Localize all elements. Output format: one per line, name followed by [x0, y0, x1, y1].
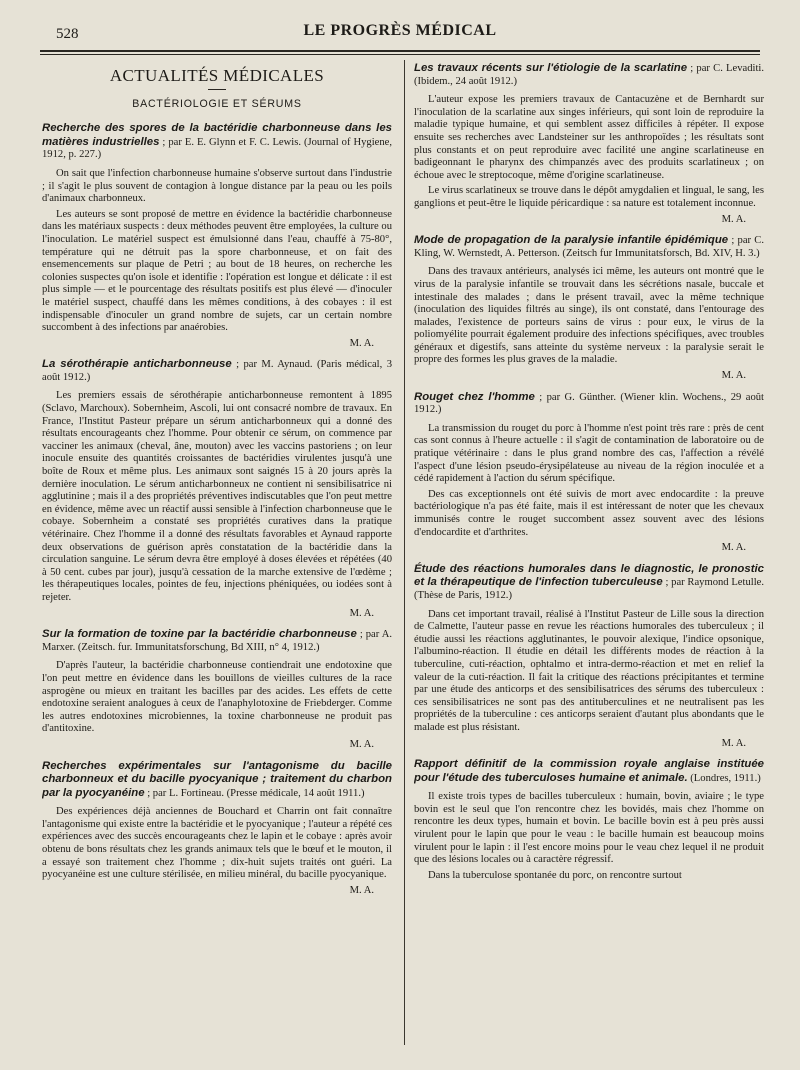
- column-divider: [404, 60, 405, 1045]
- article-heading: [414, 391, 764, 417]
- article-reference: ; par M. Aynaud. (Paris médical, 3 août 1912.): [42, 359, 392, 383]
- article-title: Mode de propagation de la paralysie infantile épidémique: [414, 234, 729, 247]
- author-signature: M. A.: [721, 213, 746, 225]
- article-body: [414, 94, 764, 210]
- article-heading: [414, 62, 764, 88]
- article: [414, 563, 764, 750]
- article-title: La sérothérapie anticharbonneuse: [42, 358, 232, 371]
- title-dash: [208, 89, 226, 90]
- article-title: Sur la formation de toxine par la bactéridie charbonneuse: [42, 628, 357, 641]
- article-heading: [414, 758, 764, 785]
- left-column: [42, 62, 392, 1047]
- article: [414, 391, 764, 555]
- article-title: Étude des réactions humorales dans le diagnostic, le pronostic et la thérapeutique de l'infection tuberculeuse: [414, 562, 764, 589]
- article-body: [414, 791, 764, 882]
- paragraph: Dans des travaux antérieurs, analysés ici même, les auteurs ont montré que le virus de la paralysie infantile se trouvait dans les sécrétions nasale, buccale et intestinale des malades ; dans le présent travail, avec la même technique (inoculation des liquides filtrés au singe), ils ont constaté, dans l'entourage des malades, l'existence de porteurs sains de virus : pour eux, le virus de la poliomyélite pourrait également produire des infections spécifiques, avec troubles généraux et digestifs, sans atteinte du système nerveux : la paralysie serait le propre des formes les plus graves de la maladie.: [414, 266, 764, 366]
- author-signature: M. A.: [349, 884, 374, 896]
- author-signature: M. A.: [349, 607, 374, 619]
- article: [42, 628, 392, 751]
- article-title: Les travaux récents sur l'étiologie de la scarlatine: [414, 62, 688, 74]
- paragraph: Dans cet important travail, réalisé à l'Institut Pasteur de Lille sous la direction de Calmette, l'auteur passe en revue les réactions humorales des tuberculeux ; il étudie aussi les réactions agglutinantes, le pouvoir alexique, l'indice opsonique, l'albumino-réaction. Il étudie en détail les différents modes de réaction à la tuberculine, cuti-réaction, ophtalmo et intra-dermo-réaction et met en relief la valeur de la cuti-réaction. Il fait la critique des réactions précipitantes et termine par une étude des anticorps et des sensibilisatrices des sérums des tuberculeux : ces sensibilisatrices ne sont pas des antituberculines et ne neutralisent pas les propriétés de la tuberculine : ces anticorps seraient d'autant plus abondants que le malade est plus résistant.: [414, 608, 764, 733]
- article-heading: [42, 760, 392, 801]
- paragraph: Les auteurs se sont proposé de mettre en évidence la bactéridie charbonneuse dans les matériaux suspects : deux méthodes peuvent être employées, la culture ou l'inoculation. Le matériel suspect est émulsionné dans l'eau, chauffé à 75-80°, température qui ne détruit pas la spore charbonneuse, et on fait des ensemencements sur plaque de Petri ; au bout de 18 heures, on recherche les colonies suspectes qu'on isole et identifie : l'opération est longue et délicate : il est plus simple — et le pourcentage des résultats positifs est plus élevé — d'inoculer le matériel suspect, chauffé dans les mêmes conditions, à des cobayes : il est indispensable d'inoculer un grand nombre de sujets, car un certain nombre succombent à des infections par anaérobies.: [42, 208, 392, 334]
- author-signature: M. A.: [721, 370, 746, 382]
- article-body: [42, 168, 392, 335]
- paragraph: On sait que l'infection charbonneuse humaine s'observe surtout dans l'industrie ; il s'agit le plus souvent de contagion à longue distance par la peau ou les poils d'animaux charbonneux.: [42, 167, 392, 205]
- article-reference: ; par E. E. Glynn et F. C. Lewis. (Journal of Hygiene, 1912, p. 227.): [42, 136, 392, 161]
- article-body: [414, 423, 764, 539]
- paragraph: Il existe trois types de bacilles tuberculeux : humain, bovin, aviaire ; le type bovin est le seul que l'on rencontre chez les bovidés, mais chez l'homme on rencontre les deux types, humain et bovin. Le bacille bovin est à peu près aussi virulent pour le lapin que pour le veau : le bacille humain est beaucoup moins virulent pour le lapin : il l'est encore moins pour le veau chez lequel il ne produit que des lésions locales ou à caractère régressif.: [414, 791, 764, 866]
- paragraph: Des cas exceptionnels ont été suivis de mort avec endocardite : la preuve bactériologique n'a pas été faite, mais il est intéressant de noter que les chevaux immunisés contre le rouget succombent assez souvent avec des lésions d'endocardite et d'arthrites.: [414, 488, 764, 538]
- subsection-title: BACTÉRIOLOGIE ET SÉRUMS: [132, 97, 302, 110]
- article-reference: ; par L. Fortineau. (Presse médicale, 14 août 1911.): [144, 787, 365, 799]
- article-reference: (Londres, 1911.): [687, 772, 761, 784]
- article: [414, 62, 764, 226]
- article: [414, 758, 764, 882]
- article-heading: [414, 234, 764, 260]
- paragraph: Les premiers essais de sérothérapie anticharbonneuse remontent à 1895 (Sclavo, Marchoux). Sobernheim, Ascoli, lui ont consacré nombre de travaux. En France, l'Institut Pasteur prépare un sérum anticharbonneux qui a donné des résultats encourageants chez l'homme. Pour obtenir ce sérum, on commence par vacciner les animaux (cheval, âne, mouton) avec les vaccins pastoriens ; on leur inocule ensuite des quantités croissantes de bactéridies virulentes jusqu'à une boîte de Roux et même plus. Les animaux sont saignés 15 à 20 jours après la dernière inoculation. Le sérum anticharbonneux ne contient ni sensibilisatrice ni agglutinine ; mais il a des propriétés préventives indiscutables que l'on peut mettre en évidence, même avec un réactif aussi sensible à l'infection charbonneuse que le cobaye. Sobernheim a constaté ses propriétés curatives dans la pratique vétérinaire. Chez l'homme il a donné des résultats favorables et Aynaud rapporte deux observations de guérison après constatation de la bactéridie dans la circulation sanguine. Le sérum devra être employé à doses élevées et répétées (40 à 50 cent. cubes par jour), jusqu'à cessation de la marche extensive de l'œdème ; les thérapeutiques locales, pointes de feu, injections phéniquées, ou iodées sont à rejeter.: [42, 390, 392, 603]
- article-body: [42, 806, 392, 882]
- paragraph: La transmission du rouget du porc à l'homme n'est point très rare : près de cent cas sont connus à l'heure actuelle : il s'agit de contamination de laboratoire ou de pratique vétérinaire : dans le plus grand nombre des cas, l'affection a révélé l'aspect d'une lésion pseudo-érysipélateuse au niveau de la région inoculée et a cédé rapidement à l'action du sérum spécifique.: [414, 422, 764, 485]
- article: [42, 760, 392, 898]
- article-reference: ; par G. Günther. (Wiener klin. Wochens., 29 août 1912.): [414, 391, 764, 416]
- article-heading: [42, 122, 392, 162]
- section-title: ACTUALITÉS MÉDICALES: [109, 66, 325, 85]
- article: [42, 358, 392, 620]
- article-reference: ; par Raymond Letulle. (Thèse de Paris, 1912.): [414, 577, 764, 601]
- article: [42, 122, 392, 350]
- article-title: Rapport définitif de la commission royale anglaise instituée pour l'étude des tuberculoses humaine et animale.: [414, 758, 764, 784]
- article-title: Rouget chez l'homme: [414, 390, 535, 403]
- page-header: [40, 20, 760, 50]
- article-body: [42, 660, 392, 736]
- article-title: Recherche des spores de la bactéridie charbonneuse dans les matières industrielles: [42, 122, 392, 148]
- author-signature: M. A.: [721, 542, 746, 554]
- article-heading: [42, 358, 392, 384]
- article: [414, 234, 764, 383]
- article-body: [414, 609, 764, 735]
- header-rule: [40, 50, 760, 52]
- author-signature: M. A.: [349, 337, 374, 349]
- running-title: LE PROGRÈS MÉDICAL: [303, 22, 497, 39]
- paragraph: D'après l'auteur, la bactéridie charbonneuse contiendrait une endotoxine que l'on peut mettre en évidence dans les bouillons de vieilles cultures de la race asprogène ou mieux en traitant les bacilles par des acides. Les effets de cette endotoxine seraient analogues à ceux de l'anaphylotoxine de Friebderger. Comme les autres endotoxines microbiennes, la toxine charbonneuse ne produit pas d'antitoxine.: [42, 660, 392, 735]
- page-number: 528: [56, 26, 79, 42]
- paragraph: Dans la tuberculose spontanée du porc, on rencontre surtout: [428, 869, 682, 881]
- article-body: [414, 266, 764, 367]
- article-heading: [42, 628, 392, 654]
- article-body: [42, 390, 392, 604]
- header-rule-thin: [40, 54, 760, 55]
- article-title: Recherches expérimentales sur l'antagonisme du bacille charbonneux et du bacille pyocyanique ; traitement du charbon par la pyocyanéine: [42, 759, 392, 799]
- author-signature: M. A.: [349, 738, 374, 750]
- author-signature: M. A.: [721, 737, 746, 749]
- paragraph: Des expériences déjà anciennes de Bouchard et Charrin ont fait connaître l'antagonisme qui existe entre la bactéridie et le pyocyanique ; l'auteur a répété ces expériences avec des succès encourageants chez le lapin et le cobaye : après avoir obtenu de bons résultats chez les grands animaux tels que le bœuf et le mouton, il a essayé son traitement chez l'homme ; dix-huit sujets traités ont guéri. La pyocyanéine est une culture stérilisée, en milieu minéral, du bacille pyocyanique.: [42, 806, 392, 881]
- article-heading: [414, 563, 764, 603]
- article-reference: ; par C. Kling, W. Wernstedt, A. Petterson. (Zeitsch fur Immunitatsforsch, Bd. XIV, H. 3.): [414, 235, 764, 259]
- paragraph: L'auteur expose les premiers travaux de Cantacuzène et de Bernhardt sur l'inoculation de la scarlatine aux singes inférieurs, qui sont loin de reproduire la maladie typique humaine, et qui semblent assez difficiles à répéter. Il expose ensuite ses recherches avec Landsteiner sur les anthropoïdes ; les résultats sont plus constants et on peut reproduire avec facilité une angine scarlatineuse en badigeonnant le pharynx des chimpanzés avec des produits scarlatineux ; on échoue avec le streptocoque, même d'origine scarlatineuse.: [414, 94, 764, 181]
- paragraph: Le virus scarlatineux se trouve dans le dépôt amygdalien et lingual, le sang, les ganglions et peut-être le liquide péricardique : sa nature est totalement inconnue.: [414, 185, 764, 209]
- article-reference: ; par A. Marxer. (Zeitsch. fur. Immunitatsforschung, Bd XIII, n° 4, 1912.): [42, 629, 392, 653]
- article-reference: ; par C. Levaditi. (Ibidem., 24 août 1912.): [414, 63, 764, 87]
- right-column: [414, 62, 764, 1047]
